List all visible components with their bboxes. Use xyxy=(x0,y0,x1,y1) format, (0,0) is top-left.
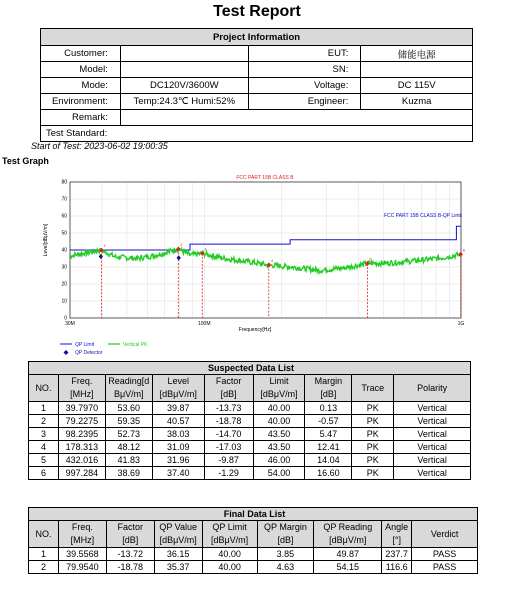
table-cell: PK xyxy=(352,428,394,441)
table-cell: 40.00 xyxy=(202,561,257,574)
table-cell: -17.03 xyxy=(204,441,253,454)
column-header: Freq. [MHz] xyxy=(58,375,105,402)
column-header: QP Reading [dBμV/m] xyxy=(314,521,382,548)
test-standard-label: Test Standard: xyxy=(46,128,108,139)
table-cell: 3.85 xyxy=(257,548,314,561)
suspected-title: Suspected Data List xyxy=(29,362,471,375)
model-value xyxy=(120,62,248,78)
table-cell: 2 xyxy=(29,415,59,428)
table-cell: 39.87 xyxy=(152,402,204,415)
table-cell: Vertical xyxy=(394,454,471,467)
table-cell: PK xyxy=(352,402,394,415)
column-header: Angle [°] xyxy=(382,521,412,548)
marker-label: 3 xyxy=(204,246,207,252)
table-cell: -1.29 xyxy=(204,467,253,480)
table-row xyxy=(29,441,471,454)
column-header: QP Limit [dBμV/m] xyxy=(202,521,257,548)
marker-label: 2 xyxy=(180,242,183,248)
column-header: QP Margin [dB] xyxy=(257,521,314,548)
table-cell: 46.00 xyxy=(253,454,305,467)
table-row xyxy=(29,561,478,574)
x-tick-label: 100M xyxy=(197,321,211,327)
table-cell: Vertical xyxy=(394,415,471,428)
table-cell: 59.35 xyxy=(105,415,152,428)
y-axis xyxy=(61,180,67,322)
table-cell: 79.9540 xyxy=(58,561,106,574)
table-cell: 0.13 xyxy=(305,402,352,415)
column-header: Freq. [MHz] xyxy=(58,521,106,548)
y-tick-label: 40 xyxy=(61,247,67,254)
table-cell: 53.60 xyxy=(105,402,152,415)
y-tick-label: 60 xyxy=(61,213,67,220)
environment-value: Temp:24.3℃ Humi:52% xyxy=(120,94,248,110)
table-cell: 5 xyxy=(29,454,59,467)
suspected-header-row xyxy=(29,375,471,402)
y-tick-label: 50 xyxy=(61,230,67,237)
report-title: Test Report xyxy=(213,3,301,20)
column-header: Limit [dBμV/m] xyxy=(253,375,305,402)
table-cell: 52.73 xyxy=(105,428,152,441)
table-cell: -14.70 xyxy=(204,428,253,441)
column-header: Margin [dB] xyxy=(305,375,352,402)
table-cell: 1 xyxy=(29,402,59,415)
project-info-header: Project Information xyxy=(41,29,473,46)
table-cell: 237.7 xyxy=(382,548,412,561)
voltage-label: Voltage: xyxy=(248,78,361,94)
legend-trace-text: Vertical PK xyxy=(123,342,148,348)
mode-label: Mode: xyxy=(41,78,121,94)
column-header: NO. xyxy=(29,521,59,548)
table-cell: 37.40 xyxy=(152,467,204,480)
table-cell: Vertical xyxy=(394,428,471,441)
table-cell: Vertical xyxy=(394,441,471,454)
table-cell: 14.04 xyxy=(305,454,352,467)
sn-value xyxy=(361,62,473,78)
table-cell: 31.09 xyxy=(152,441,204,454)
table-cell: -0.57 xyxy=(305,415,352,428)
limit-label: FCC PART 15B CLASS B-QP Limit xyxy=(384,213,462,219)
model-label: Model: xyxy=(41,62,121,78)
column-header: Verdict xyxy=(412,521,478,548)
customer-value xyxy=(120,46,248,62)
environment-label: Environment: xyxy=(41,94,121,110)
suspected-data-table xyxy=(28,361,471,480)
table-cell: 41.83 xyxy=(105,454,152,467)
final-title: Final Data List xyxy=(29,508,478,521)
remark-value xyxy=(120,110,472,126)
table-cell: 6 xyxy=(29,467,59,480)
table-cell: 39.7970 xyxy=(58,402,105,415)
mode-value: DC120V/3600W xyxy=(120,78,248,94)
marker-label: 1 xyxy=(103,243,106,249)
table-cell: -13.72 xyxy=(106,548,154,561)
table-cell: 98.2395 xyxy=(58,428,105,441)
table-cell: 5.47 xyxy=(305,428,352,441)
table-cell: Vertical xyxy=(394,402,471,415)
table-cell: 38.69 xyxy=(105,467,152,480)
table-cell: 178.313 xyxy=(58,441,105,454)
table-cell: PK xyxy=(352,441,394,454)
project-info-table xyxy=(40,28,473,142)
table-cell: 40.00 xyxy=(202,548,257,561)
y-tick-label: 20 xyxy=(61,281,67,288)
voltage-value: DC 115V xyxy=(361,78,473,94)
table-cell: -9.87 xyxy=(204,454,253,467)
table-cell: 39.5568 xyxy=(58,548,106,561)
y-tick-label: 70 xyxy=(61,196,67,203)
y-tick-label: 30 xyxy=(61,264,67,271)
table-cell: PK xyxy=(352,415,394,428)
table-cell: PK xyxy=(352,454,394,467)
table-cell: 1 xyxy=(29,548,59,561)
customer-label: Customer: xyxy=(41,46,121,62)
y-tick-label: 80 xyxy=(61,179,67,186)
table-cell: -18.78 xyxy=(204,415,253,428)
x-tick-label: 1G xyxy=(457,321,465,327)
column-header: Reading[d BμV/m] xyxy=(105,375,152,402)
table-row xyxy=(29,402,471,415)
table-cell: 432.016 xyxy=(58,454,105,467)
eut-value: 储能电源 xyxy=(361,46,473,62)
table-cell: PASS xyxy=(412,561,478,574)
sn-label: SN: xyxy=(248,62,361,78)
table-row xyxy=(29,415,471,428)
table-cell: 40.00 xyxy=(253,402,305,415)
table-row xyxy=(29,454,471,467)
legend-detector-text: QP Detector xyxy=(75,350,103,356)
column-header: Level [dBμV/m] xyxy=(152,375,204,402)
table-cell: 4 xyxy=(29,441,59,454)
table-row xyxy=(29,467,471,480)
table-cell: 54.00 xyxy=(253,467,305,480)
chart-title: FCC PART 15B CLASS B xyxy=(236,175,294,181)
table-cell: 48.12 xyxy=(105,441,152,454)
table-cell: 4.63 xyxy=(257,561,314,574)
table-cell: 3 xyxy=(29,428,59,441)
column-header: QP Value [dBμV/m] xyxy=(154,521,202,548)
marker-label: 5 xyxy=(369,256,372,262)
column-header: Factor [dB] xyxy=(204,375,253,402)
table-cell: 997.284 xyxy=(58,467,105,480)
table-cell: 38.03 xyxy=(152,428,204,441)
suspected-body xyxy=(29,402,471,480)
table-cell: 40.57 xyxy=(152,415,204,428)
table-cell: 79.2275 xyxy=(58,415,105,428)
table-cell: 31.96 xyxy=(152,454,204,467)
remark-label: Remark: xyxy=(41,110,121,126)
x-tick-label: 30M xyxy=(65,321,75,327)
eut-label: EUT: xyxy=(248,46,361,62)
marker-label: 4 xyxy=(270,258,273,264)
engineer-value: Kuzma xyxy=(361,94,473,110)
legend-limit-text: QP Limit xyxy=(75,342,95,348)
table-cell: -13.73 xyxy=(204,402,253,415)
table-row xyxy=(29,428,471,441)
table-cell: -18.78 xyxy=(106,561,154,574)
y-tick-label: 0 xyxy=(64,315,67,322)
table-cell: 35.37 xyxy=(154,561,202,574)
table-cell: 116.6 xyxy=(382,561,412,574)
marker-label: 6 xyxy=(462,247,465,253)
final-data-table xyxy=(28,507,478,574)
table-cell: 2 xyxy=(29,561,59,574)
table-cell: 43.50 xyxy=(253,428,305,441)
final-header-row xyxy=(29,521,478,548)
table-cell: 36.15 xyxy=(154,548,202,561)
y-tick-label: 10 xyxy=(61,298,67,305)
table-cell: PASS xyxy=(412,548,478,561)
x-axis-label: Frequency[Hz] xyxy=(238,327,272,333)
table-cell: 54.15 xyxy=(314,561,382,574)
table-cell: PK xyxy=(352,467,394,480)
table-cell: 40.00 xyxy=(253,415,305,428)
engineer-label: Engineer: xyxy=(248,94,361,110)
column-header: Polarity xyxy=(394,375,471,402)
table-cell: Vertical xyxy=(394,467,471,480)
test-standard-row xyxy=(41,126,473,142)
table-cell: 49.87 xyxy=(314,548,382,561)
table-cell: 16.60 xyxy=(305,467,352,480)
emission-chart xyxy=(28,170,473,360)
table-cell: 12.41 xyxy=(305,441,352,454)
column-header: Factor [dB] xyxy=(106,521,154,548)
table-row xyxy=(29,548,478,561)
column-header: NO. xyxy=(29,375,59,402)
column-header: Trace xyxy=(352,375,394,402)
y-axis-label: Level[dBμV/m] xyxy=(43,223,49,257)
test-graph-heading: Test Graph xyxy=(2,156,49,166)
table-cell: 43.50 xyxy=(253,441,305,454)
final-body xyxy=(29,548,478,574)
start-of-test: Start of Test: 2023-06-02 19:00:35 xyxy=(31,141,168,151)
